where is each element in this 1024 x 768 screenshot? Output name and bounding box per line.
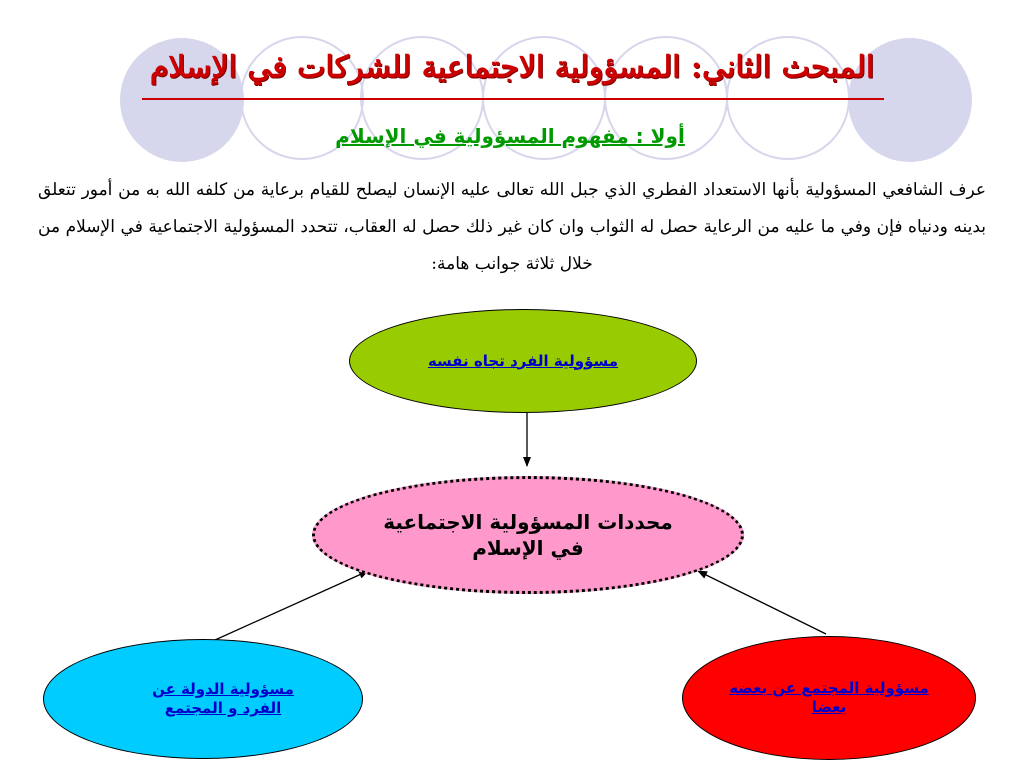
node-center-label: محددات المسؤولية الاجتماعية في الإسلام [383, 510, 673, 560]
slide-title: المبحث الثاني: المسؤولية الاجتماعية للشركات في الإسلام [149, 50, 875, 85]
node-individual-self[interactable] [349, 309, 697, 413]
body-paragraph: عرف الشافعي المسؤولية بأنها الاستعداد الفطري الذي جبل الله تعالى عليه الإنسان ليصلح للقيام برعاية من كلفه الله به من أمور تتعلق بدينه ودنياه فإن وفي ما عليه من الرعاية حصل له الثواب وان كان غير ذلك حصل له العقاب، تتحدد المسؤولية الاجتماعية في الإسلام من خلال ثلاثة جوانب هامة: [38, 180, 986, 274]
arrow-right-to-center [698, 571, 826, 634]
slide-subtitle: أولا : مفهوم المسؤولية في الإسلام [335, 124, 685, 148]
node-society-responsibility-link[interactable]: مسؤولية المجتمع عن بعضه بعضا [729, 679, 929, 716]
node-center-determinants [312, 476, 744, 594]
node-individual-self-link[interactable]: مسؤولية الفرد تجاه نفسه [427, 351, 619, 370]
node-state-responsibility[interactable] [43, 639, 363, 759]
arrow-left-to-center [215, 571, 368, 640]
title-underline [142, 98, 884, 100]
node-society-responsibility[interactable] [682, 636, 976, 760]
node-state-responsibility-link[interactable]: مسؤولية الدولة عن الفرد و المجتمع [152, 680, 294, 717]
